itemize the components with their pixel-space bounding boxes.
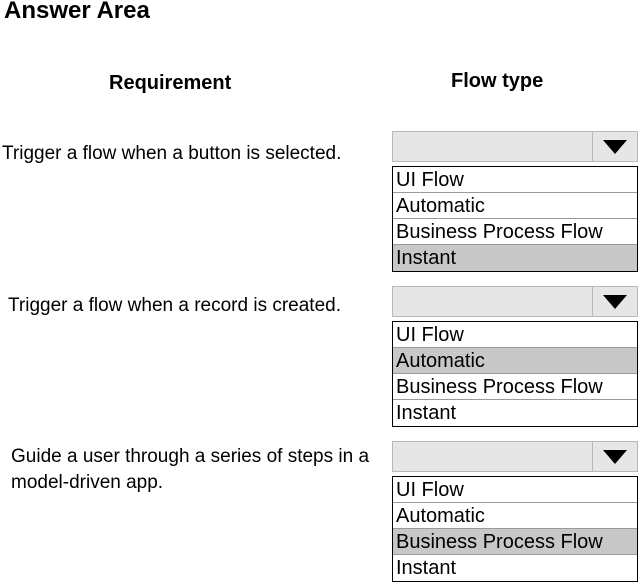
option-instant[interactable]: Instant: [396, 557, 457, 579]
flow-type-dropdown-2: [392, 286, 638, 427]
option-ui-flow[interactable]: UI Flow: [393, 477, 637, 503]
dropdown-options-list: [392, 321, 638, 427]
requirement-record-created: Trigger a flow when a record is created.: [8, 295, 342, 316]
option-business-process-flow[interactable]: Business Process Flow: [393, 374, 637, 400]
option-automatic[interactable]: Automatic: [393, 193, 637, 219]
option-instant[interactable]: Instant: [393, 245, 637, 271]
dropdown-options-list: [392, 166, 638, 272]
dropdown-options-list: [392, 476, 638, 582]
flow-type-dropdown-1: [392, 131, 638, 272]
option-business-process-flow[interactable]: Business Process Flow: [393, 529, 637, 555]
option-instant[interactable]: Instant: [396, 402, 457, 424]
dropdown-header[interactable]: [392, 441, 638, 472]
option-automatic[interactable]: Automatic: [393, 503, 637, 529]
option-business-process-flow[interactable]: Business Process Flow: [393, 219, 637, 245]
flow-type-column-header: Flow type: [451, 70, 544, 92]
answer-area-title: Answer Area: [4, 0, 150, 24]
chevron-down-icon: [603, 450, 627, 464]
dropdown-toggle[interactable]: [592, 287, 637, 316]
requirement-column-header: Requirement: [109, 72, 232, 94]
option-automatic[interactable]: Automatic: [393, 348, 637, 374]
requirement-guide-user: Guide a user through a series of steps in a model-driven app.: [11, 446, 370, 493]
chevron-down-icon: [603, 295, 627, 309]
dropdown-toggle[interactable]: [592, 442, 637, 471]
option-ui-flow[interactable]: UI Flow: [393, 167, 637, 193]
dropdown-toggle[interactable]: [592, 132, 637, 161]
dropdown-header[interactable]: [392, 286, 638, 317]
option-ui-flow[interactable]: UI Flow: [393, 322, 637, 348]
dropdown-header[interactable]: [392, 131, 638, 162]
requirement-button-selected: Trigger a flow when a button is selected.: [2, 143, 342, 164]
flow-type-dropdown-3: [392, 441, 638, 582]
chevron-down-icon: [603, 140, 627, 154]
